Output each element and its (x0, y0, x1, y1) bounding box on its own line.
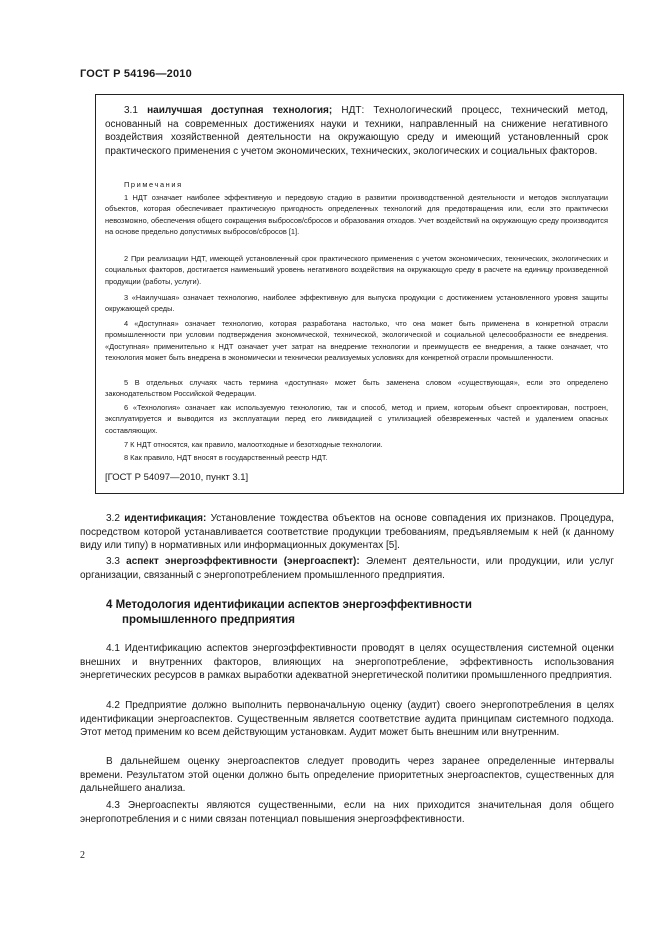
note-1: 1 НДТ означает наиболее эффективную и передовую стадию в развитии производственной деятельности и методов эксплуатации объектов, которая обеспечивает практическую пригодность определенных технологий для предотвращения или, если это практически невозможно, обеспечения общего сокращения выбросов/сбросов и образования отходов. Учет воздействий на окружающую среду производится на основе предельно допустимых выбросов/сбросов [1]. (105, 193, 608, 236)
notes-heading: Примечания (124, 180, 183, 189)
note-2: 2 При реализации НДТ, имеющей установленный срок практического применения с учетом экономических, технических, экологических и социальных факторов, достигается наименьший уровень негативного воздействия на окружающую среду в расчете на единицу произведенной продукции (работы, услуги). (105, 254, 608, 286)
section-4-title-line1: 4 Методология идентификации аспектов энергоэффективности (106, 599, 472, 611)
paragraph-4-1: 4.1 Идентификацию аспектов энергоэффективности проводят в целях осуществления системной оценки внешних и внутренних факторов, влияющих на энергопотребление, эффективность использования энергетических ресурсов в рамках выработки адекватной энергетической политики промышленного предприятия. (80, 643, 614, 682)
note-3: 3 «Наилучшая» означает технологию, наиболее эффективную для выпуска продукции с достижением установленного уровня защиты окружающей среды. (105, 293, 608, 314)
note-6: 6 «Технология» означает как используемую технологию, так и способ, метод и прием, которым объект спроектирован, построен, эксплуатируется и выводится из эксплуатации перед его ликвидацией с утилизацией обезвреженных частей и удалением опасных составляющих. (105, 403, 608, 435)
definition-3-1: 3.1 наилучшая доступная технология; НДТ: Технологический процесс, технический метод, основанный на современных достижениях науки и техники, направленный на снижение негативного воздействия хозяйственной деятельности на окружающую среду и имеющий установленный срок практического применения с учетом экономических, технических, экологических и социальных факторов. (105, 105, 609, 157)
definition-3-3: 3.3 аспект энергоэффективности (энергоаспект): Элемент деятельности, или продукции, или услуг организации, связанный с энергопотреблением промышленного предприятия. (80, 556, 615, 581)
paragraph-4-3: 4.3 Энергоаспекты являются существенными, если на них приходится значительная доля общего энергопотребления и с ними связан потенциал повышения энергоэффективности. (80, 800, 614, 825)
note-7: 7 К НДТ относятся, как правило, малоотходные и безотходные технологии. (124, 440, 383, 449)
paragraph-4-2-continued: В дальнейшем оценку энергоаспектов следует проводить через заранее определенные интервалы времени. Результатом этой оценки должно быть определение приоритетных энергоаспектов, существенных для дальнейшего анализа. (80, 756, 614, 795)
note-8: 8 Как правило, НДТ вносят в государственный реестр НДТ. (124, 453, 328, 462)
page-number: 2 (80, 850, 85, 861)
definition-source: [ГОСТ Р 54097—2010, пункт 3.1] (105, 472, 249, 483)
paragraph-4-2: 4.2 Предприятие должно выполнить первоначальную оценку (аудит) своего энергопотребления в целях идентификации энергоаспектов. Существенным является соответствие аудита принципам системного подхода. Этот метод применим ко всем действующим установкам. Аудит может быть внешним или внутренним. (80, 700, 614, 739)
document-header: ГОСТ Р 54196—2010 (80, 68, 192, 80)
note-5: 5 В отдельных случаях часть термина «доступная» может быть заменена словом «существующая», если это определено законодательством Российской Федерации. (105, 378, 608, 399)
definition-3-2: 3.2 идентификация: Установление тождества объектов на основе совпадения их признаков. Процедура, посредством которой устанавливается соответствие продукции требованиям, предъявляемым к ней (к данному виду или типу) в нормативных или информационных документах [5]. (80, 513, 615, 552)
section-4-title-line2: промышленного предприятия (122, 614, 295, 626)
note-4: 4 «Доступная» означает технологию, которая разработана настолько, что она может быть применена в конкретной отрасли промышленности при условии подтверждения экономической, технической, экологической и социальной целесообразности ее внедрения. «Доступная» применительно к НДТ означает учет затрат на внедрение технологии и преимуществ ее внедрения, а также означает, что технология может быть внедрена в экономически и технически реализуемых условиях для конкретной отрасли промышленности. (105, 319, 608, 362)
